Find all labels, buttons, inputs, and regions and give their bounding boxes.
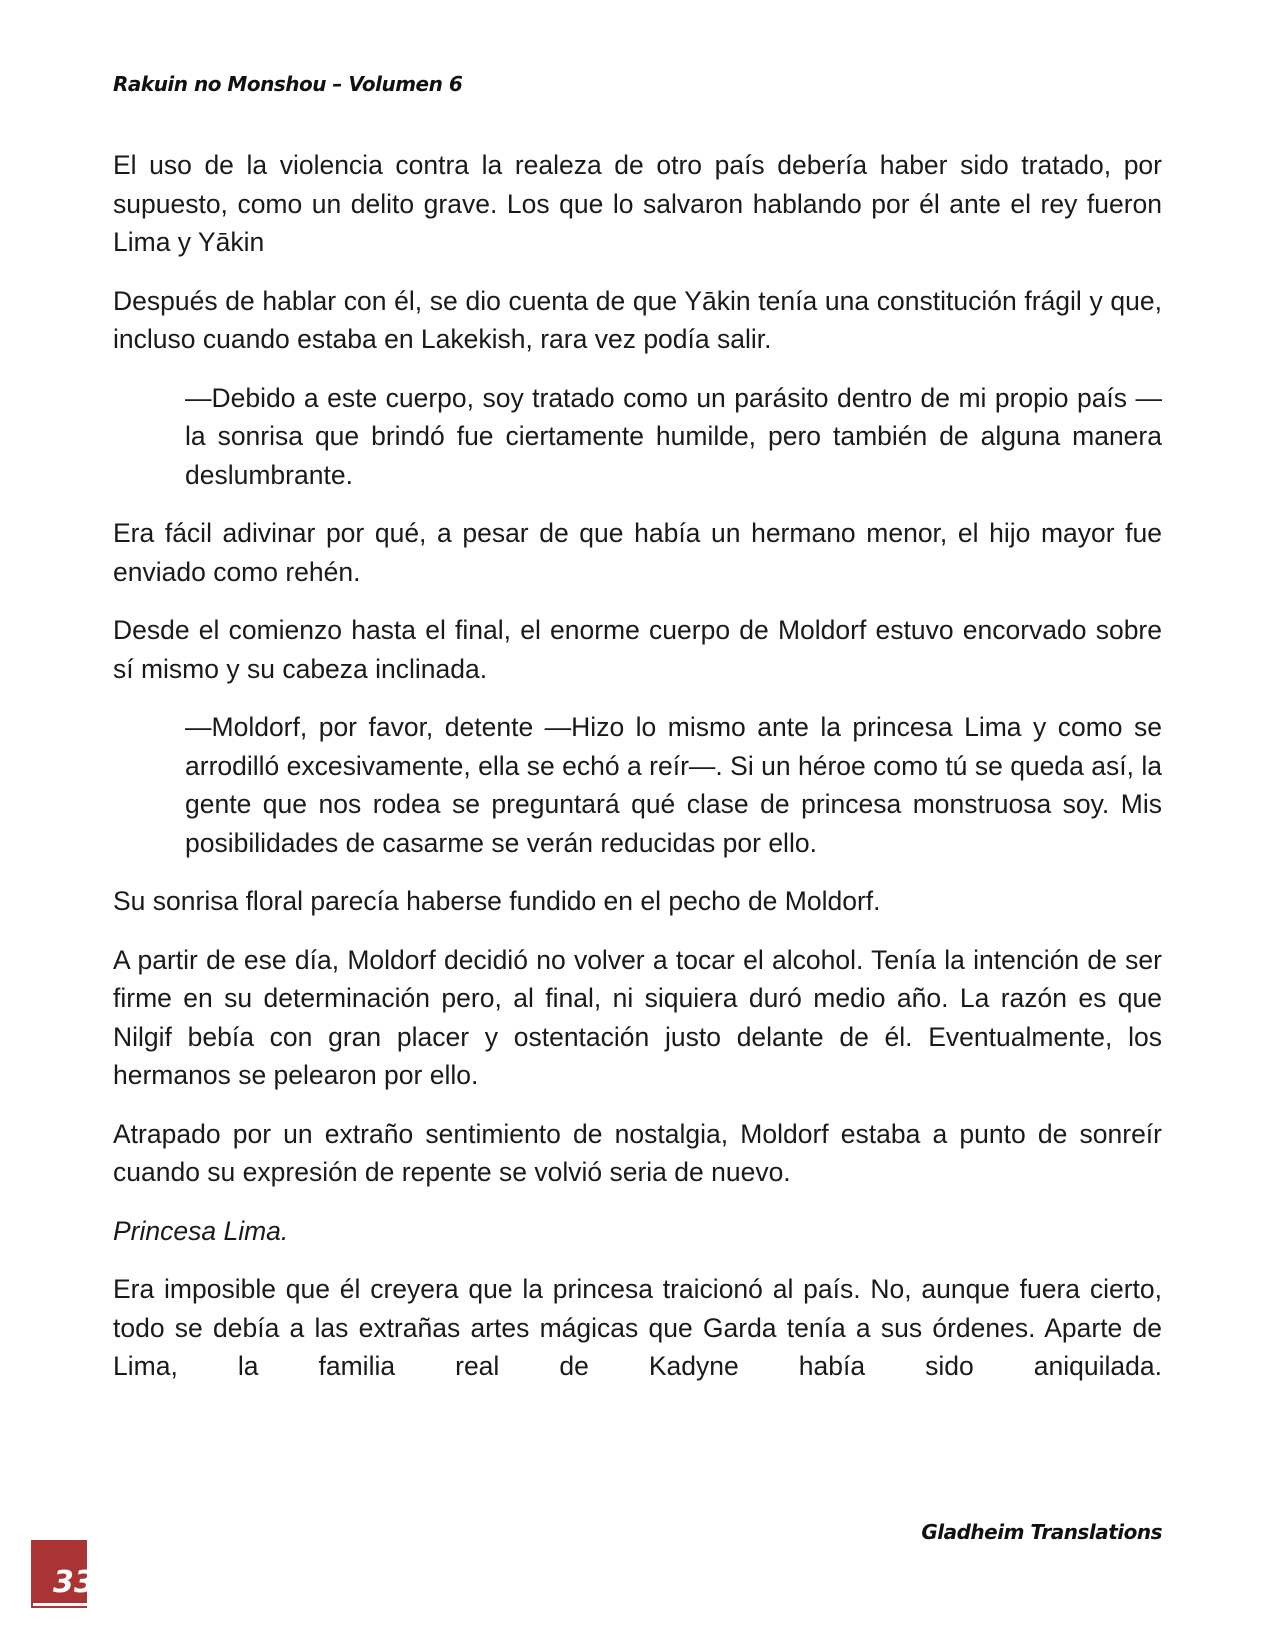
- dialogue-paragraph: —Debido a este cuerpo, soy tratado como un parásito dentro de mi propio país —la sonrisa que brindó fue ciertamente humilde, pero también de alguna manera deslumbrante.: [185, 382, 1162, 490]
- paragraph: Era imposible que él creyera que la princesa traicionó al país. No, aunque fuera cierto, todo se debía a las extrañas artes mágicas que Garda tenía a sus órdenes. Aparte de Lima, la familia real de Kadyne había sido aniquilada.: [113, 1274, 1162, 1381]
- paragraph: Después de hablar con él, se dio cuenta de que Yākin tenía una constitución frágil y que, incluso cuando estaba en Lakekish, rara vez podía salir.: [113, 285, 1162, 354]
- running-footer-credit: Gladheim Translations: [921, 1520, 1162, 1544]
- paragraph: Desde el comienzo hasta el final, el enorme cuerpo de Moldorf estuvo encorvado sobre sí mismo y su cabeza inclinada.: [113, 615, 1162, 684]
- body-text: [113, 146, 1162, 1406]
- page-number-box: [31, 1540, 95, 1608]
- paragraph: El uso de la violencia contra la realeza de otro país debería haber sido tratado, por supuesto, como un delito grave. Los que lo salvaron hablando por él ante el rey fueron Lima y Yākin: [113, 150, 1162, 257]
- paragraph: Era fácil adivinar por qué, a pesar de que había un hermano menor, el hijo mayor fue enviado como rehén.: [113, 518, 1162, 587]
- running-header-title: Rakuin no Monshou – Volumen 6: [113, 72, 463, 96]
- page-number-underline: [33, 1603, 87, 1606]
- paragraph: A partir de ese día, Moldorf decidió no volver a tocar el alcohol. Tenía la intención de ser firme en su determinación pero, al final, ni siquiera duró medio año. La razón es que Nilgif bebía con gran placer y ostentación justo delante de él. Eventualmente, los hermanos se pelearon por ello.: [113, 944, 1162, 1090]
- dialogue-paragraph: —Moldorf, por favor, detente —Hizo lo mismo ante la princesa Lima y como se arrodilló excesivamente, ella se echó a reír—. Si un héroe como tú se queda así, la gente que nos rodea se preguntará qué clase de princesa monstruosa soy. Mis posibilidades de casarme se verán reducidas por ello.: [185, 712, 1162, 858]
- italic-thought: Princesa Lima.: [113, 1215, 289, 1246]
- page-number: 33: [53, 1565, 95, 1600]
- paragraph: Su sonrisa floral parecía haberse fundido en el pecho de Moldorf.: [113, 886, 881, 916]
- paragraph: Atrapado por un extraño sentimiento de nostalgia, Moldorf estaba a punto de sonreír cuando su expresión de repente se volvió seria de nuevo.: [113, 1118, 1162, 1187]
